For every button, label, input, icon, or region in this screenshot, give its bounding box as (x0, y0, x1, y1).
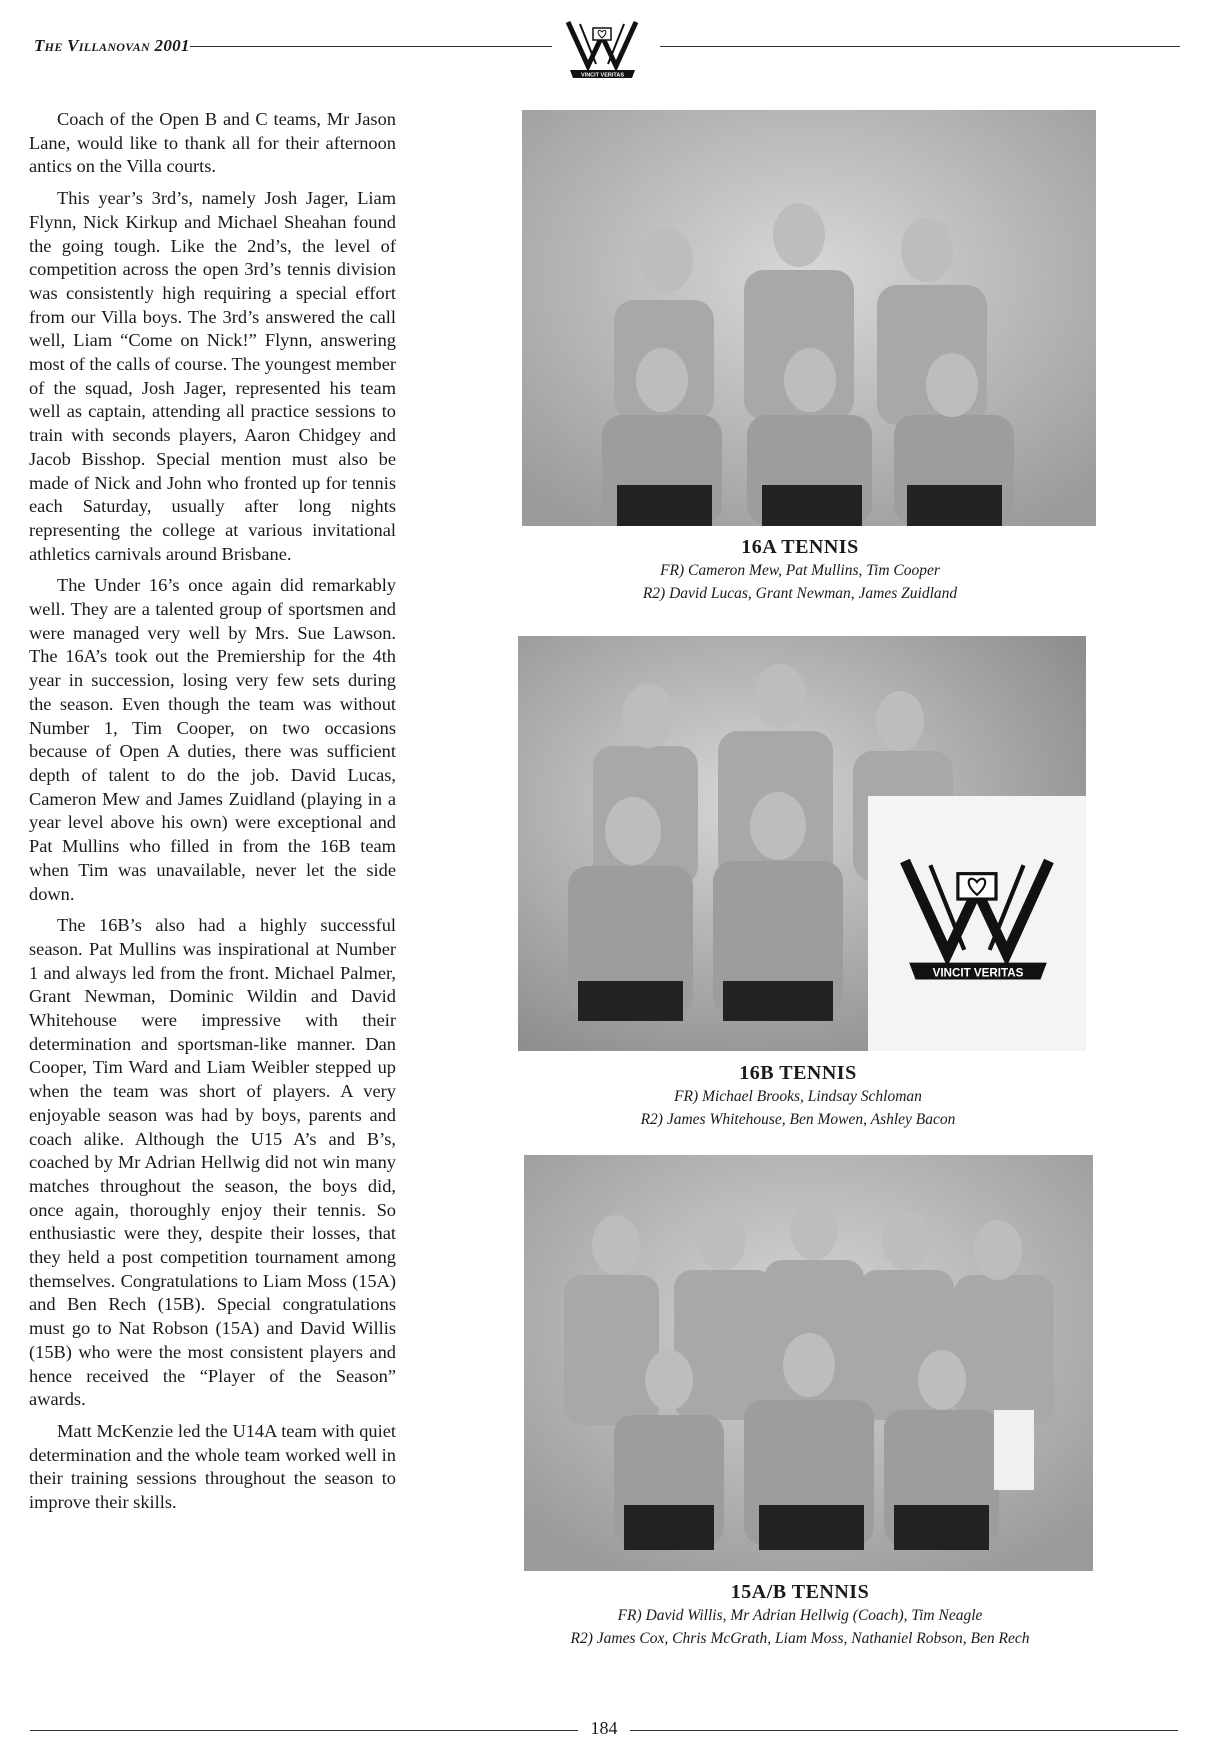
team-photo-15ab (524, 1155, 1093, 1571)
caption-title: 15A/B TENNIS (730, 1581, 870, 1603)
school-crest-logo (888, 836, 1068, 996)
photo-caption-16b (508, 1062, 1088, 1131)
team-photo-16b (518, 636, 1086, 1051)
team-photo-16a (522, 110, 1096, 526)
page-number: 184 (590, 1718, 618, 1738)
article-paragraph: This year’s 3rd’s, namely Josh Jager, Liam Flynn, Nick Kirkup and Michael Sheahan found the going tough. Like the 2nd’s, the level of competition across the open 3rd’s tennis division was consistently high requiring a special effort from our Villa boys. The 3rd’s answered the call well, Liam “Come on Nick!” Flynn, answering most of the calls of course. The youngest member of the squad, Josh Jager, represented his team well as captain, attending all practice sessions to train with seconds players, Aaron Chidgey and Jacob Bisshop. Special mention must also be made of Nick and John who fronted up for tennis each Saturday, usually after long nights representing the college at various invitational athletics carnivals around Brisbane. (29, 188, 396, 564)
crest-motto-small: VINCIT VERITAS (581, 72, 624, 79)
caption-second-row: R2) James Cox, Chris McGrath, Liam Moss, Nathaniel Robson, Ben Rech (570, 1630, 1030, 1647)
caption-title: 16A TENNIS (741, 536, 859, 558)
article-paragraph: The 16B’s also had a highly successful season. Pat Mullins was inspirational at Number 1 and always led from the front. Michael Palmer, Grant Newman, Dominic Wildin and David Whitehouse were impressive with their determination and sportsman-like manner. Dan Cooper, Tim Ward and Liam Weibler stepped up when the team was short of players. A very enjoyable season was had by boys, parents and coach alike. Although the U15 A’s and B’s, coached by Mr Adrian Hellwig did not win many matches throughout the season, the boys did, once again, thoroughly enjoy their tennis. So enthusiastic were they, despite their losses, that they held a post competition tournament among themselves. Congratulations to Liam Moss (15A) and Ben Rech (15B). Special congratulations must go to Nat Robson (15A) and David Willis (15B) who were the most consistent players and hence received the “Player of the Season” awards. (29, 915, 396, 1410)
article-paragraph: Matt McKenzie led the U14A team with quiet determination and the whole team worked well in their training sessions throughout the season to improve their skills. (29, 1420, 396, 1513)
header-rule-left (190, 46, 552, 47)
caption-front-row: FR) David Willis, Mr Adrian Hellwig (Coach), Tim Neagle (617, 1607, 983, 1624)
school-crest-logo (560, 14, 645, 82)
footer-rule-right (630, 1730, 1178, 1731)
header-rule-right (660, 46, 1180, 47)
caption-title: 16B TENNIS (739, 1062, 857, 1084)
article-paragraph: Coach of the Open B and C teams, Mr Jason Lane, would like to thank all for their afternoon antics on the Villa courts. (29, 109, 396, 177)
publication-year: 2001 (154, 36, 190, 55)
caption-front-row: FR) Michael Brooks, Lindsay Schloman (674, 1088, 922, 1105)
article-column (29, 108, 396, 1523)
article-paragraph: The Under 16’s once again did remarkably well. They are a talented group of sportsmen and were managed very well by Mrs. Sue Lawson. The 16A’s took out the Premiership for the 4th year in succession, losing very few sets during the season. Even though the team was without Number 1, Tim Cooper, on two occasions because of Open A duties, there was sufficient depth of talent to do the job. David Lucas, Cameron Mew and James Zuidland (playing in a year level above his own) were exceptional and Pat Mullins who filled in from the 16B team when Tim was unavailable, never let the side down. (29, 575, 396, 904)
photo-caption-15ab (510, 1581, 1090, 1650)
caption-second-row: R2) James Whitehouse, Ben Mowen, Ashley Bacon (640, 1111, 956, 1128)
publication-name: The Villanovan (34, 36, 150, 55)
footer-rule-left (30, 1730, 578, 1731)
page-header (0, 0, 1207, 80)
crest-motto: VINCIT VERITAS (932, 966, 1024, 980)
caption-second-row: R2) David Lucas, Grant Newman, James Zuidland (642, 585, 958, 602)
photo-caption-16a (510, 536, 1090, 605)
publication-title (34, 36, 190, 56)
caption-front-row: FR) Cameron Mew, Pat Mullins, Tim Cooper (660, 562, 940, 579)
